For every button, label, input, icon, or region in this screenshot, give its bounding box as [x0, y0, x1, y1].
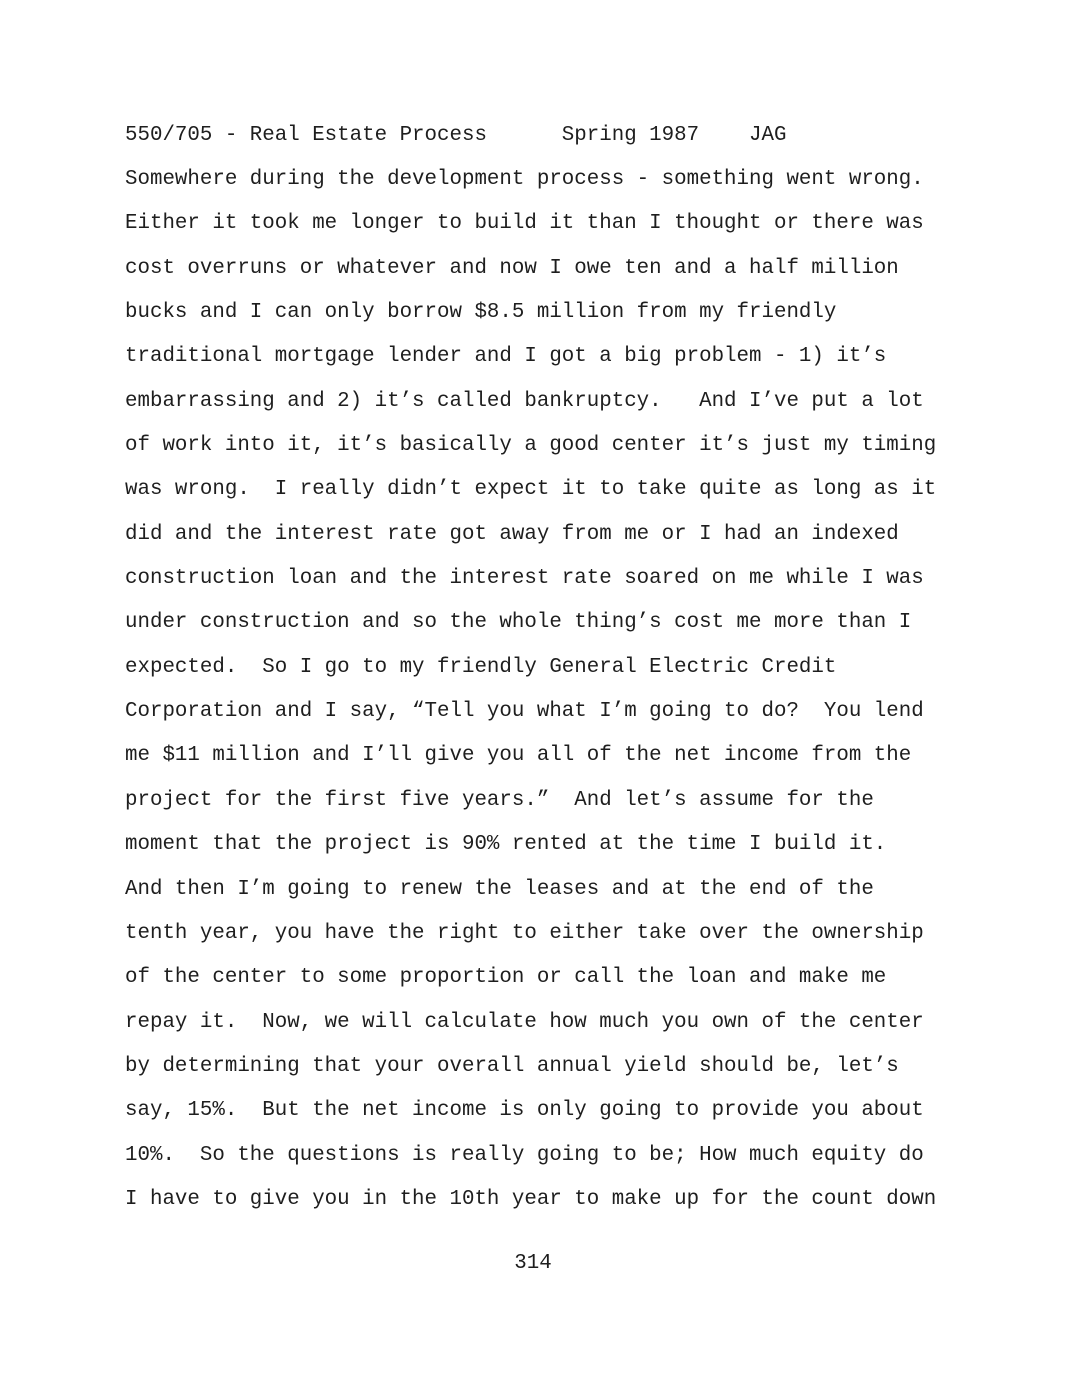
body-line: of work into it, it’s basically a good center it’s just my timing — [125, 434, 937, 458]
body-line: moment that the project is 90% rented at the time I build it. — [125, 833, 887, 857]
body-line: construction loan and the interest rate soared on me while I was — [125, 567, 924, 591]
body-line: repay it. Now, we will calculate how much you own of the center — [125, 1010, 924, 1034]
body-line: say, 15%. But the net income is only going to provide you about — [125, 1099, 924, 1123]
body-line: was wrong. I really didn’t expect it to take quite as long as it — [125, 478, 937, 502]
body-line: embarrassing and 2) it’s called bankruptcy. And I’ve put a lot — [125, 389, 924, 413]
body-line: me $11 million and I’ll give you all of the net income from the — [125, 744, 912, 768]
body-line: And then I’m going to renew the leases and at the end of the — [125, 877, 874, 901]
body-line: project for the first five years.” And let’s assume for the — [125, 788, 874, 812]
body-line: Corporation and I say, “Tell you what I’m going to do? You lend — [125, 700, 924, 724]
body-line: traditional mortgage lender and I got a big problem - 1) it’s — [125, 345, 887, 369]
body-line: did and the interest rate got away from me or I had an indexed — [125, 522, 899, 546]
body-line: tenth year, you have the right to either take over the ownership — [125, 921, 924, 945]
page-header: 550/705 - Real Estate Process Spring 1987 JAG — [125, 124, 787, 147]
body-line: I have to give you in the 10th year to make up for the count down — [125, 1187, 937, 1211]
body-line: 10%. So the questions is really going to be; How much equity do — [125, 1143, 924, 1167]
body-line: under construction and so the whole thing’s cost me more than I — [125, 611, 912, 635]
transcript-body — [125, 168, 936, 1232]
body-line: expected. So I go to my friendly General Electric Credit — [125, 655, 837, 679]
body-line: bucks and I can only borrow $8.5 million from my friendly — [125, 301, 837, 325]
page-number: 314 — [514, 1252, 552, 1275]
body-line: of the center to some proportion or call the loan and make me — [125, 966, 887, 990]
body-line: cost overruns or whatever and now I owe ten and a half million — [125, 256, 899, 280]
body-line: Either it took me longer to build it than I thought or there was — [125, 212, 924, 236]
body-line: Somewhere during the development process - something went wrong. — [125, 168, 924, 191]
body-line: by determining that your overall annual yield should be, let’s — [125, 1054, 899, 1078]
